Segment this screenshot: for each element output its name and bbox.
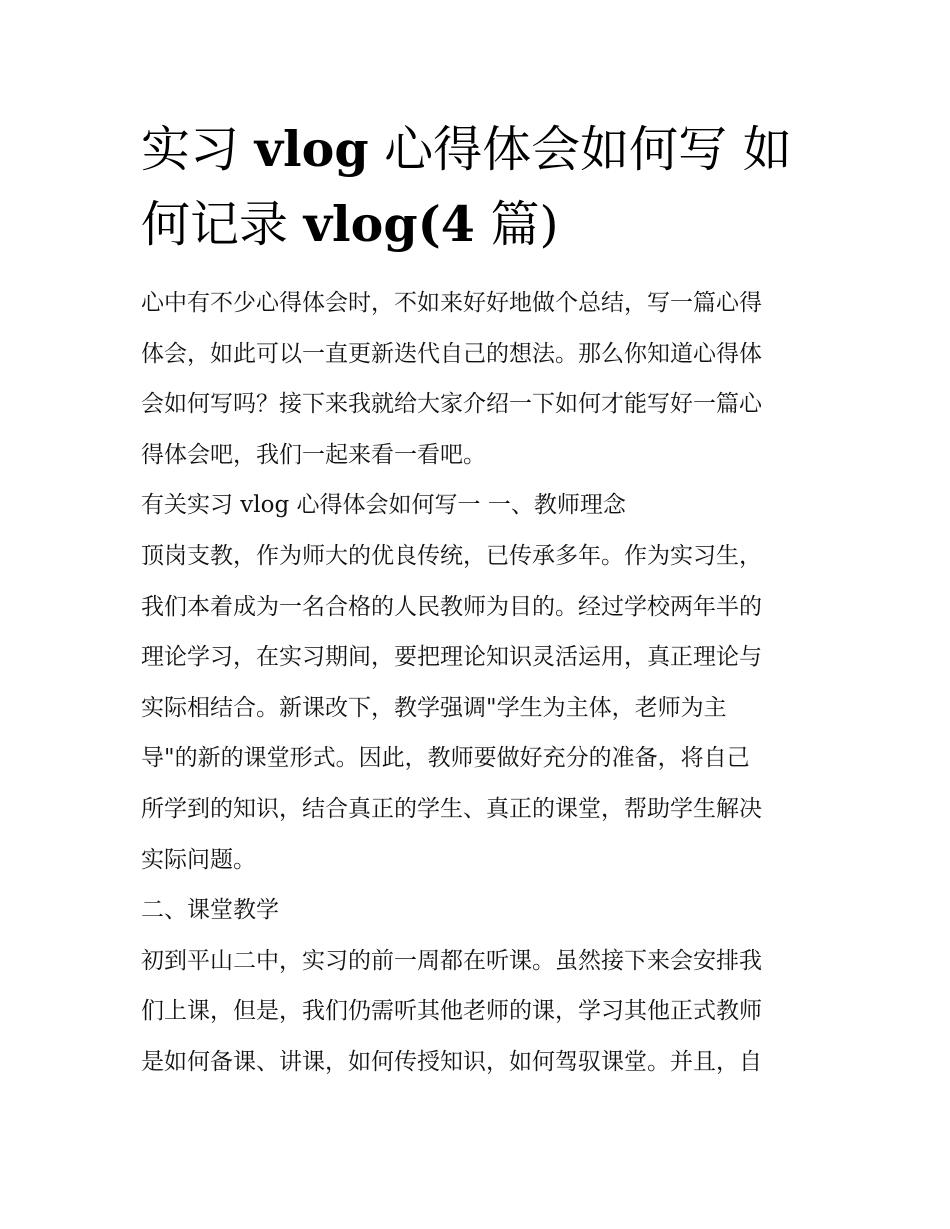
title-text: vlog(4	[303, 195, 475, 253]
document-content	[141, 112, 821, 1088]
body-line: 实际相结合。新课改下，教学强调"学生为主体，老师为主	[141, 694, 727, 721]
body-line: 初到平山二中，实习的前一周都在听课。虽然接下来会安排我	[141, 947, 762, 974]
section-heading-line: 二、课堂教学	[141, 897, 279, 924]
title-line	[141, 187, 821, 262]
title-line	[141, 112, 821, 187]
section-heading-line: 有关实习 vlog 心得体会如何写一 一、教师理念	[141, 492, 626, 519]
body-line: 实际问题。	[141, 846, 256, 873]
body-line: 我们本着成为一名合格的人民教师为目的。经过学校两年半的	[141, 593, 762, 620]
body-line: 所学到的知识，结合真正的学生、真正的课堂，帮助学生解决	[141, 795, 762, 822]
title-text: 何记录	[141, 196, 304, 253]
body-line: 体会，如此可以一直更新迭代自己的想法。那么你知道心得体	[141, 340, 762, 367]
body-line: 们上课，但是，我们仍需听其他老师的课，学习其他正式教师	[141, 998, 762, 1025]
title-text: 篇)	[474, 196, 559, 253]
body-line: 得体会吧，我们一起来看一看吧。	[141, 441, 486, 468]
title-text: 心得体会如何写 如	[368, 121, 792, 178]
body-line: 导"的新的课堂形式。因此，教师要做好充分的准备，将自己	[141, 745, 750, 772]
body-line: 是如何备课、讲课，如何传授知识，如何驾驭课堂。并且，自	[141, 1048, 762, 1075]
title-text: 实习	[141, 121, 255, 178]
title-text: vlog	[254, 120, 369, 178]
document-title	[141, 112, 821, 262]
body-line: 会如何写吗？接下来我就给大家介绍一下如何才能写好一篇心	[141, 391, 762, 418]
body-line: 心中有不少心得体会时，不如来好好地做个总结，写一篇心得	[141, 290, 762, 316]
document-body	[141, 278, 821, 1088]
body-line: 顶岗支教，作为师大的优良传统，已传承多年。作为实习生，	[141, 542, 762, 569]
body-line: 理论学习，在实习期间，要把理论知识灵活运用，真正理论与	[141, 644, 762, 671]
